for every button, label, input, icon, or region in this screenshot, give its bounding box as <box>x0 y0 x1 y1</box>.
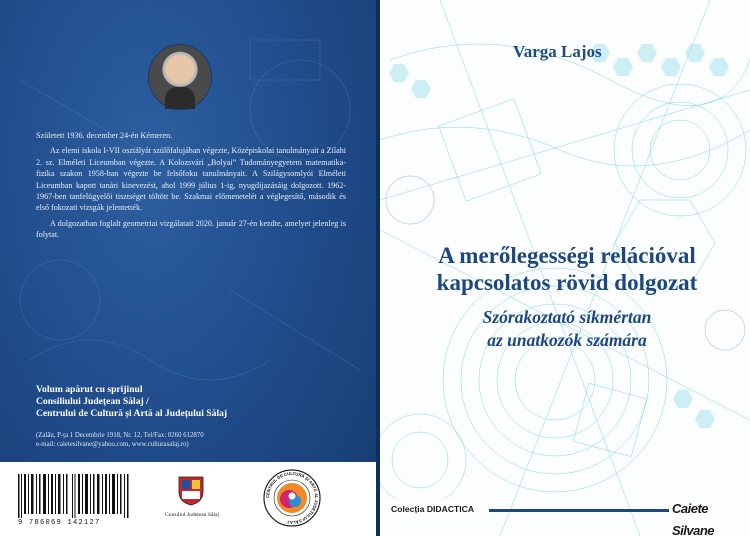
series-name: Colecția DIDACTICA <box>385 499 489 519</box>
title-line: A merőlegességi relációval <box>438 243 696 268</box>
county-crest-icon <box>178 476 204 506</box>
sponsor-line: Volum apărut cu sprijinul <box>36 384 143 395</box>
culture-center-seal-icon <box>262 468 322 528</box>
subtitle-line: az unatkozók számára <box>487 330 647 350</box>
isbn-barcode <box>18 474 130 518</box>
title-line: kapcsolatos rövid dolgozat <box>436 270 698 295</box>
bio-paragraph: Az elemi iskola I-VII osztályát szülőfalujában végezte, Középiskolai tanulmányait a Zilahi 2. sz. Elméleti Liceumban végezte. A Kolozsvári „Bolyai” Tudományegyetem matematika-fizika szakon 1958-ban végezte be felsőfoku tanulmányait. A Szilágysomlyói Elméleti Liceumban kapott tanári kinevezést, ahol 1999 július 1-ig, nyugdíjazásáig dolgozott. 1962-1967-ben tanfelügyelői tisztséget töltött be. Szakmai előmenetelét a véglegesítő, második és első fokozati vizsgák jelentették. <box>36 146 346 213</box>
sponsor-line: Consiliului Județean Sălaj / <box>36 396 149 408</box>
book-title <box>392 242 742 296</box>
address-line: (Zalău, P-ța 1 Decembrie 1918, Nr. 12, Tel/Fax: 0260 612870 <box>36 432 204 439</box>
isbn-number: 9 786069 142127 <box>18 519 101 527</box>
sponsor-note <box>36 384 356 421</box>
bio-paragraph: Született 1936. december 24-én Kémeren. <box>36 131 173 140</box>
bio-paragraph: A dolgozatban foglalt geometriai vizgálatait 2020. január 27-én kezdte, amelyet jelenleg is folytat. <box>36 218 346 240</box>
author-portrait <box>148 44 212 110</box>
front-cover <box>380 0 750 536</box>
book-subtitle <box>392 306 742 352</box>
county-council-label: Consiliul Județean Sălaj <box>164 512 220 518</box>
address-line: e-mail: caietesilvane@yahoo.com, www.culturasalaj.ro) <box>36 441 189 448</box>
series-divider <box>489 509 669 512</box>
author-name: Varga Lajos <box>513 42 602 61</box>
sponsor-line: Centrului de Cultură și Artă al Județului Sălaj <box>36 408 228 420</box>
publisher-logo: Caiete Silvane <box>672 501 715 536</box>
subtitle-line: Szórakoztató síkmértan <box>482 307 652 327</box>
seal-text: CENTRUL DE CULTURĂ ȘI ARTĂ AL JUDEȚULUI SĂLAJ <box>264 470 320 526</box>
publisher-address <box>36 431 356 449</box>
author-biography <box>36 130 346 245</box>
